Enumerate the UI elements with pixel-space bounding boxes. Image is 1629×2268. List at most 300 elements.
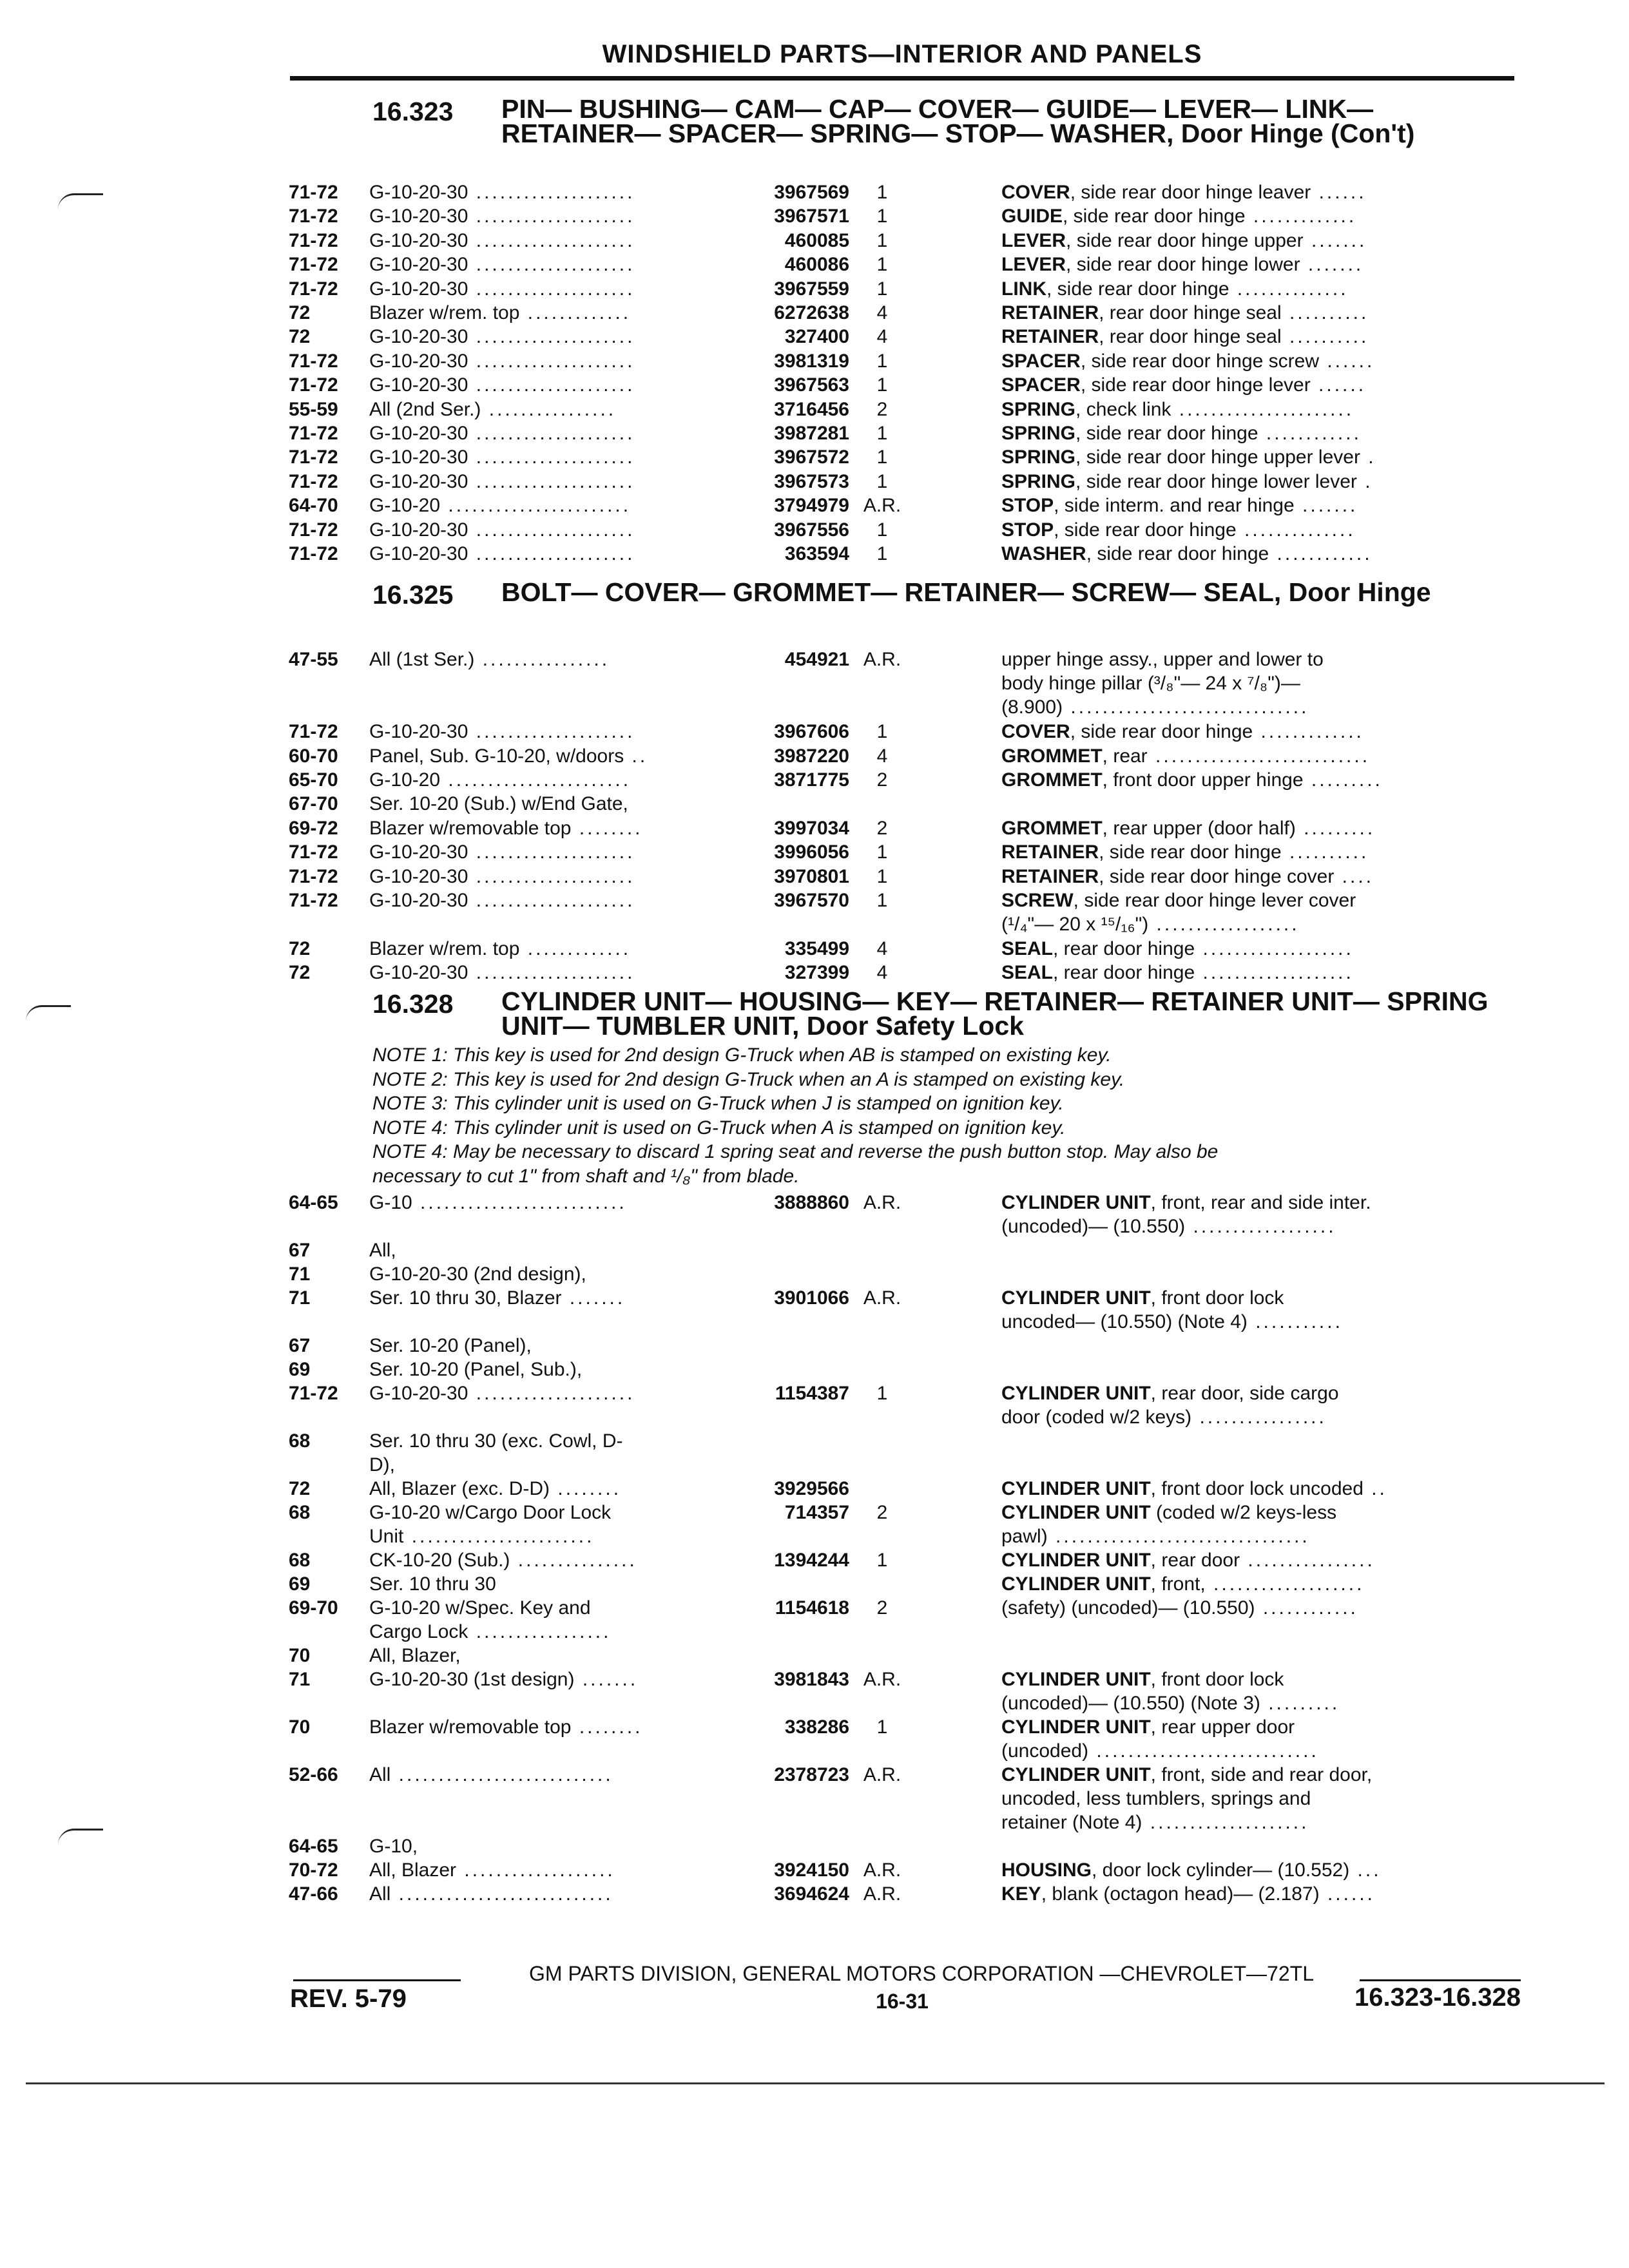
application <box>369 1763 730 1787</box>
quantity: 1 <box>876 447 888 468</box>
description-text: , side rear door hinge <box>1054 519 1237 541</box>
quantity: 4 <box>876 326 888 348</box>
part-number: 3967573 <box>774 470 849 492</box>
model-years: 71-72 <box>289 890 338 911</box>
model-years: 70 <box>289 1716 311 1738</box>
note-line: NOTE 4: This cylinder unit is used on G-Truck when A is stamped on ignition key. <box>372 1117 1066 1139</box>
application-text: G-10-20-30 <box>369 326 468 348</box>
table-row <box>289 1191 1526 1238</box>
part-number: 3888860 <box>774 1192 849 1213</box>
leader-dots: . <box>1356 470 1373 492</box>
part-number: 1394244 <box>774 1550 849 1571</box>
part-number: 3929566 <box>774 1478 849 1499</box>
description-text: , side rear door hinge lower <box>1066 254 1300 276</box>
part-number: 3871775 <box>774 769 849 791</box>
description-text: , side rear door hinge upper <box>1066 229 1304 251</box>
model-years: 71-72 <box>289 374 338 396</box>
part-number: 3967563 <box>774 374 849 396</box>
quantity: 1 <box>876 206 888 227</box>
quantity: 4 <box>876 937 888 959</box>
part-name: SPACER <box>1001 374 1081 396</box>
page-header-title: WINDSHIELD PARTS—INTERIOR AND PANELS <box>602 40 1202 68</box>
application <box>369 1596 730 1644</box>
note-line: NOTE 2: This key is used for 2nd design G-Truck when an A is stamped on existing key. <box>372 1068 1125 1090</box>
model-years: 60-70 <box>289 745 338 767</box>
model-years: 71 <box>289 1264 311 1285</box>
application <box>369 1429 730 1477</box>
part-name: WASHER <box>1001 543 1086 564</box>
description <box>911 1882 1526 1906</box>
model-years: 69-72 <box>289 817 338 839</box>
application-text: G-10-20-30 <box>369 206 468 227</box>
model-years: 69 <box>289 1359 311 1380</box>
quantity: 2 <box>876 1597 888 1619</box>
header-rule <box>290 76 1514 81</box>
description-text: , front door lock (uncoded)— (10.550) (Note 3) <box>1001 1669 1284 1714</box>
application-text: G-10-20-30 <box>369 182 468 203</box>
description <box>911 542 1526 566</box>
description <box>911 744 1526 768</box>
model-years: 64-65 <box>289 1836 338 1857</box>
description <box>911 445 1526 469</box>
description-text: , rear door hinge <box>1053 962 1195 984</box>
description <box>911 1858 1526 1882</box>
description-text: , front door upper hinge <box>1102 769 1304 791</box>
application-text: G-10-20-30 <box>369 841 468 863</box>
leader-dots: ........ <box>550 1478 622 1499</box>
application <box>369 1572 730 1596</box>
application-text: Ser. 10-20 (Panel, Sub.), <box>369 1359 583 1380</box>
application <box>369 1262 730 1286</box>
quantity: 1 <box>876 182 888 203</box>
application <box>369 204 730 228</box>
model-years: 64-70 <box>289 495 338 517</box>
model-years: 69 <box>289 1573 311 1595</box>
part-name: RETAINER <box>1001 326 1099 348</box>
description <box>911 277 1526 301</box>
part-number: 3967559 <box>774 278 849 300</box>
quantity: 2 <box>876 817 888 839</box>
table-row <box>289 1501 1526 1548</box>
leader-dots: ....................... <box>440 769 631 791</box>
leader-dots: ............. <box>519 937 631 959</box>
application <box>369 1882 730 1906</box>
part-name: CYLINDER UNIT <box>1001 1287 1151 1309</box>
model-years: 67 <box>289 1240 311 1261</box>
part-name: RETAINER <box>1001 302 1099 323</box>
part-name: COVER <box>1001 721 1070 743</box>
leader-dots: .................... <box>468 229 635 251</box>
leader-dots: .................... <box>468 890 635 911</box>
leader-dots: ....................... <box>440 495 631 517</box>
leader-dots: ....... <box>1303 229 1367 251</box>
part-name: RETAINER <box>1001 841 1099 863</box>
description-text: , side rear door hinge screw <box>1080 350 1319 372</box>
part-number: 460085 <box>784 229 849 251</box>
quantity: 1 <box>876 350 888 372</box>
model-years: 47-66 <box>289 1883 338 1905</box>
table-row <box>289 1548 1526 1572</box>
leader-dots: ......... <box>1295 817 1376 839</box>
description-text: (coded w/2 keys-less pawl) <box>1001 1502 1337 1547</box>
model-years: 69-70 <box>289 1597 338 1619</box>
description-text: , side rear door hinge lever <box>1080 374 1311 396</box>
part-number: 3967556 <box>774 519 849 541</box>
footer-revision: REV. 5-79 <box>290 1984 407 2013</box>
model-years: 71-72 <box>289 470 338 492</box>
part-name: STOP <box>1001 519 1054 541</box>
description-text: upper hinge assy., upper and lower to body hinge pillar (³/₈"— 24 x ⁷/₈")— (8.900) <box>1001 649 1324 718</box>
application <box>369 865 730 889</box>
part-name: COVER <box>1001 182 1070 203</box>
part-number: 714357 <box>784 1502 849 1523</box>
application-text: All, Blazer (exc. D-D) <box>369 1478 550 1499</box>
application-text: All (2nd Ser.) <box>369 398 481 420</box>
application-text: G-10-20-30 <box>369 721 468 743</box>
leader-dots: ................... <box>456 1860 615 1881</box>
part-name: SPACER <box>1001 350 1081 372</box>
leader-dots: ... <box>1349 1860 1382 1881</box>
application <box>369 373 730 397</box>
application-text: G-10-20-30 <box>369 519 468 541</box>
table-row <box>289 398 1526 421</box>
model-years: 67 <box>289 1335 311 1356</box>
leader-dots: ............ <box>1269 543 1373 564</box>
table-row <box>289 1858 1526 1882</box>
binder-hole-mark <box>26 1005 71 1021</box>
application-text: Blazer w/rem. top <box>369 937 520 959</box>
part-number: 363594 <box>784 543 849 564</box>
application-text: G-10-20-30 <box>369 278 468 300</box>
model-years: 71-72 <box>289 865 338 887</box>
part-number: 1154387 <box>775 1383 849 1404</box>
part-name: CYLINDER UNIT <box>1001 1573 1151 1595</box>
binder-hole-mark <box>58 193 103 209</box>
leader-dots: .... <box>1334 865 1374 887</box>
description <box>911 1501 1526 1548</box>
part-number: 3967571 <box>774 206 849 227</box>
description-text: (safety) (uncoded)— (10.550) <box>1001 1597 1255 1619</box>
leader-dots: .................... <box>468 374 635 396</box>
description <box>911 421 1526 445</box>
table-row <box>289 961 1526 985</box>
description-text: , side rear door hinge <box>1046 278 1229 300</box>
table-row <box>289 1262 1526 1286</box>
quantity: 1 <box>876 470 888 492</box>
model-years: 71-72 <box>289 182 338 203</box>
description <box>911 373 1526 397</box>
leader-dots: ......... <box>1260 1693 1340 1714</box>
model-years: 71-72 <box>289 519 338 541</box>
description <box>911 816 1526 840</box>
leader-dots: .................... <box>468 326 635 348</box>
model-years: 71-72 <box>289 841 338 863</box>
application-text: G-10-20-30 <box>369 374 468 396</box>
footer-rule-left <box>293 1979 461 1981</box>
description <box>911 1286 1526 1334</box>
leader-dots: ................... <box>1195 962 1354 984</box>
application <box>369 1715 730 1739</box>
leader-dots: ................ <box>481 398 617 420</box>
application <box>369 840 730 864</box>
application <box>369 1286 730 1310</box>
part-name: CYLINDER UNIT <box>1001 1383 1151 1404</box>
application <box>369 470 730 494</box>
table-row <box>289 349 1526 373</box>
model-years: 71-72 <box>289 254 338 276</box>
application-text: All, Blazer, <box>369 1645 461 1666</box>
application <box>369 648 730 671</box>
application-text: Panel, Sub. G-10-20, w/doors <box>369 745 624 767</box>
model-years: 72 <box>289 962 311 984</box>
part-number: 327400 <box>784 326 849 348</box>
footer-section-range: 16.323-16.328 <box>1354 1983 1521 2012</box>
application-text: G-10-20 w/Cargo Door Lock Unit <box>369 1502 612 1547</box>
application <box>369 349 730 373</box>
part-name: CYLINDER UNIT <box>1001 1550 1151 1571</box>
leader-dots: .......................... <box>412 1192 627 1213</box>
table-row <box>289 518 1526 542</box>
table-row <box>289 1334 1526 1358</box>
part-name: STOP <box>1001 495 1054 517</box>
description <box>911 937 1526 961</box>
application-text: G-10-20-30 <box>369 865 468 887</box>
table-row <box>289 421 1526 445</box>
application-text: G-10-20-30 (1st design) <box>369 1669 575 1690</box>
leader-dots: .................... <box>468 447 635 468</box>
table-row <box>289 325 1526 349</box>
part-number: 3967606 <box>774 721 849 743</box>
quantity: 1 <box>876 721 888 743</box>
footer-rule-right <box>1360 1979 1521 1981</box>
table-row <box>289 768 1526 792</box>
description-text: , front door lock uncoded <box>1150 1478 1364 1499</box>
application-text: G-10-20-30 <box>369 470 468 492</box>
quantity: 4 <box>876 962 888 984</box>
part-number: 3967572 <box>774 447 849 468</box>
part-name: SEAL <box>1001 937 1054 959</box>
part-name: SCREW <box>1001 890 1074 911</box>
application <box>369 744 730 768</box>
table-row <box>289 1596 1526 1644</box>
leader-dots: ............................ <box>1088 1740 1319 1762</box>
description <box>911 494 1526 517</box>
table-row <box>289 542 1526 566</box>
description-text: , side rear door hinge leaver <box>1070 182 1311 203</box>
part-name: CYLINDER UNIT <box>1001 1764 1151 1785</box>
binder-hole-mark <box>58 1829 103 1845</box>
part-name: SPRING <box>1001 423 1076 444</box>
table-row <box>289 301 1526 325</box>
part-name: SPRING <box>1001 447 1076 468</box>
scan-bottom-rule <box>26 2082 1605 2084</box>
section-title: CYLINDER UNIT— HOUSING— KEY— RETAINER— RETAINER UNIT— SPRING UNIT— TUMBLER UNIT, Door Safety Lock <box>501 986 1489 1041</box>
application <box>369 720 730 744</box>
section-title: BOLT— COVER— GROMMET— RETAINER— SCREW— SEAL, Door Hinge <box>501 577 1431 607</box>
description <box>911 1715 1526 1763</box>
application-text: Blazer w/removable top <box>369 1716 572 1738</box>
application-text: All, <box>369 1240 396 1261</box>
description-text: , side interm. and rear hinge <box>1054 495 1295 517</box>
model-years: 71 <box>289 1287 311 1309</box>
footer-page-number: 16-31 <box>876 1990 929 2013</box>
part-number: 338286 <box>784 1716 849 1738</box>
application-text: G-10 <box>369 1192 412 1213</box>
application <box>369 1548 730 1572</box>
quantity: 2 <box>876 1502 888 1523</box>
leader-dots: ......... <box>1303 769 1383 791</box>
leader-dots: ............. <box>519 302 631 323</box>
model-years: 72 <box>289 302 311 323</box>
model-years: 71 <box>289 1669 311 1690</box>
leader-dots: .................... <box>468 278 635 300</box>
application <box>369 277 730 301</box>
leader-dots: .................. <box>1185 1216 1336 1237</box>
quantity: 1 <box>876 1550 888 1571</box>
quantity: 1 <box>876 890 888 911</box>
part-name: GROMMET <box>1001 745 1103 767</box>
leader-dots: .................... <box>468 962 635 984</box>
part-number: 335499 <box>784 937 849 959</box>
part-name: RETAINER <box>1001 865 1099 887</box>
quantity: A.R. <box>863 495 901 517</box>
application <box>369 1834 730 1858</box>
part-number: 3987281 <box>774 423 849 444</box>
description <box>911 1572 1526 1596</box>
model-years: 72 <box>289 1478 311 1499</box>
leader-dots: .................... <box>468 254 635 276</box>
leader-dots: .................... <box>468 1383 635 1404</box>
application-text: G-10-20-30 <box>369 229 468 251</box>
quantity: 4 <box>876 745 888 767</box>
table-row <box>289 277 1526 301</box>
application-text: All <box>369 1883 391 1905</box>
model-years: 47-55 <box>289 649 338 670</box>
table-row <box>289 648 1526 719</box>
leader-dots: ...... <box>1319 1883 1375 1905</box>
application-text: G-10-20-30 <box>369 423 468 444</box>
description-text: , side rear door hinge lower lever <box>1075 470 1357 492</box>
description-text: , rear door hinge seal <box>1099 302 1282 323</box>
application-text: Ser. 10 thru 30 <box>369 1573 496 1595</box>
table-row <box>289 1286 1526 1334</box>
quantity: 1 <box>876 865 888 887</box>
quantity: A.R. <box>863 1192 901 1213</box>
table-row <box>289 1882 1526 1906</box>
part-name: KEY <box>1001 1883 1041 1905</box>
footer-publisher: GM PARTS DIVISION, GENERAL MOTORS CORPORATION —CHEVROLET—72TL <box>529 1962 1314 1985</box>
application <box>369 961 730 985</box>
description <box>911 1667 1526 1715</box>
section-number: 16.323 <box>372 97 454 126</box>
leader-dots: ................ <box>474 649 610 670</box>
part-name: SEAL <box>1001 962 1054 984</box>
leader-dots: .............................. <box>1063 697 1309 718</box>
part-number: 3967569 <box>774 182 849 203</box>
part-number: 454921 <box>784 649 849 670</box>
model-years: 67-70 <box>289 793 338 815</box>
quantity: A.R. <box>863 1883 901 1905</box>
table-row <box>289 1572 1526 1596</box>
description <box>911 470 1526 494</box>
description <box>911 204 1526 228</box>
model-years: 68 <box>289 1430 311 1452</box>
part-name: SPRING <box>1001 398 1076 420</box>
leader-dots: . <box>1360 447 1376 468</box>
leader-dots: ...................... <box>1171 398 1354 420</box>
model-years: 55-59 <box>289 398 338 420</box>
note-line: necessary to cut 1" from shaft and ¹/₈" from blade. <box>372 1165 800 1187</box>
model-years: 68 <box>289 1502 311 1523</box>
description-text: , side rear door hinge upper lever <box>1075 447 1360 468</box>
model-years: 71-72 <box>289 206 338 227</box>
part-name: GROMMET <box>1001 817 1103 839</box>
table-row <box>289 792 1526 816</box>
application <box>369 1358 730 1381</box>
description-text: , side rear door hinge cover <box>1099 865 1335 887</box>
application <box>369 1667 730 1691</box>
quantity: A.R. <box>863 1287 901 1309</box>
application-text: Ser. 10 thru 30, Blazer <box>369 1287 562 1309</box>
application-text: G-10-20-30 <box>369 543 468 564</box>
description-text: , door lock cylinder— (10.552) <box>1092 1860 1350 1881</box>
note-line: NOTE 1: This key is used for 2nd design G-Truck when AB is stamped on existing key. <box>372 1044 1112 1066</box>
leader-dots: .................... <box>468 841 635 863</box>
description <box>911 1191 1526 1238</box>
description-text: , check link <box>1075 398 1171 420</box>
model-years: 71-72 <box>289 721 338 743</box>
description <box>911 1477 1526 1501</box>
description <box>911 518 1526 542</box>
description <box>911 889 1526 936</box>
leader-dots: .................. <box>1148 914 1300 935</box>
application <box>369 301 730 325</box>
part-number: 3967570 <box>774 890 849 911</box>
description-text: , front, rear and side inter. (uncoded)— (10.550) <box>1001 1192 1371 1237</box>
leader-dots: ....... <box>1294 495 1358 517</box>
description-text: , front, side and rear door, uncoded, less tumblers, springs and retainer (Note 4) <box>1001 1764 1373 1833</box>
application-text: G-10-20-30 <box>369 1383 468 1404</box>
model-years: 72 <box>289 326 311 348</box>
description <box>911 253 1526 276</box>
part-number: 3987220 <box>774 745 849 767</box>
table-row <box>289 865 1526 889</box>
application-text: G-10-20 <box>369 769 441 791</box>
leader-dots: .................... <box>468 721 635 743</box>
application <box>369 542 730 566</box>
application-text: All <box>369 1764 391 1785</box>
leader-dots: ...... <box>1319 350 1375 372</box>
model-years: 71-72 <box>289 229 338 251</box>
leader-dots: .................... <box>468 543 635 564</box>
section-title: PIN— BUSHING— CAM— CAP— COVER— GUIDE— LEVER— LINK— RETAINER— SPACER— SPRING— STOP— WASHER, Door Hinge (Con't) <box>501 94 1415 148</box>
part-number: 3694624 <box>774 1883 849 1905</box>
model-years: 52-66 <box>289 1764 338 1785</box>
part-number: 3716456 <box>774 398 849 420</box>
leader-dots: ....... <box>574 1669 639 1690</box>
quantity: 1 <box>876 278 888 300</box>
application <box>369 229 730 253</box>
description <box>911 398 1526 421</box>
part-number: 3981843 <box>774 1669 849 1690</box>
description-text: , blank (octagon head)— (2.187) <box>1041 1883 1320 1905</box>
description <box>911 180 1526 204</box>
part-number: 3981319 <box>774 350 849 372</box>
application <box>369 421 730 445</box>
application <box>369 325 730 349</box>
quantity: 1 <box>876 254 888 276</box>
part-name: SPRING <box>1001 470 1076 492</box>
